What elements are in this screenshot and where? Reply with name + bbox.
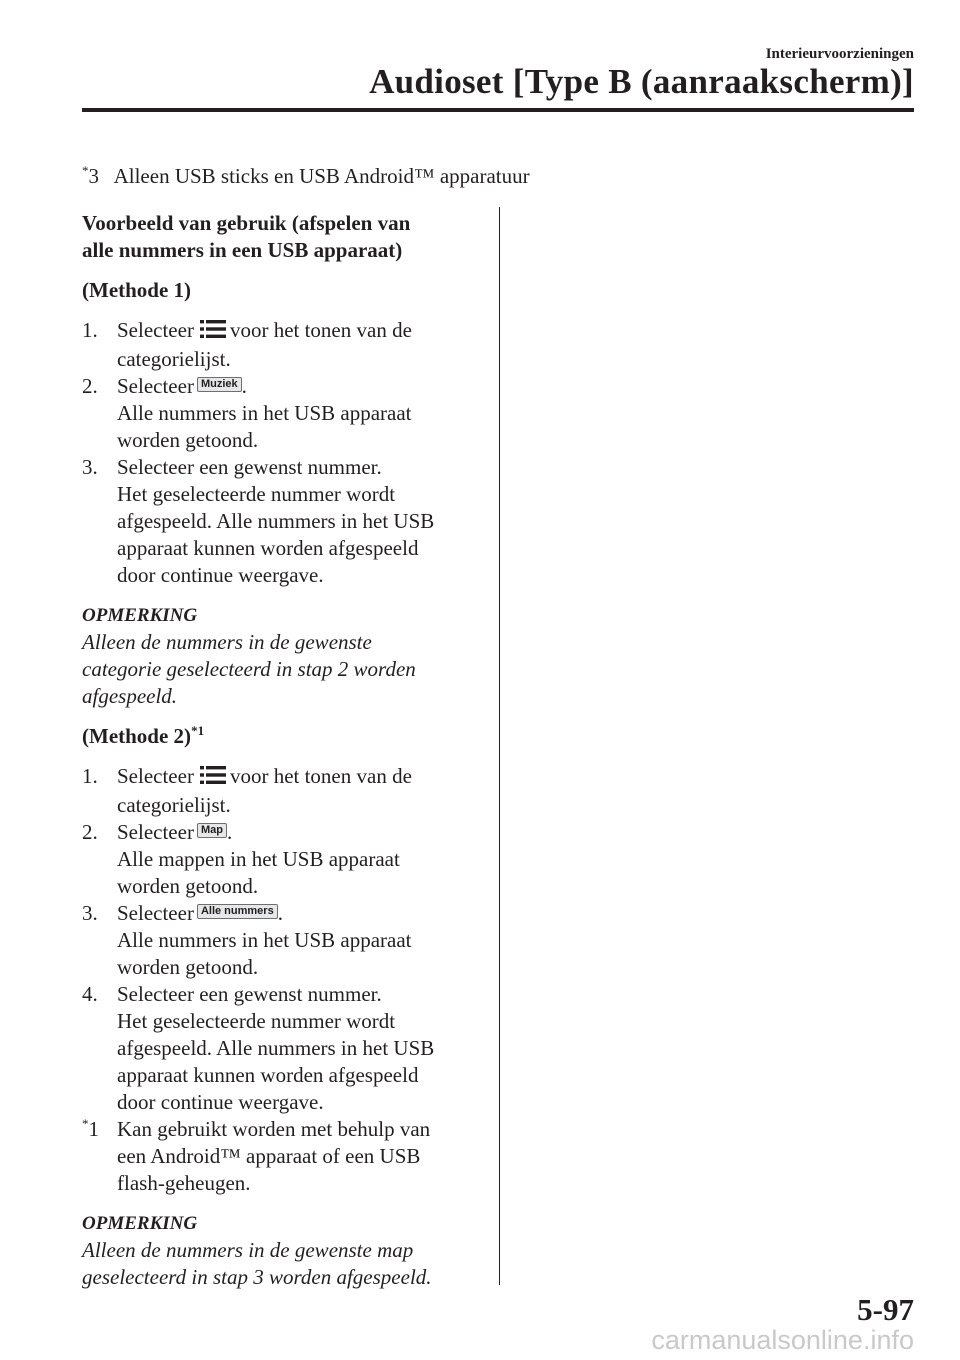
header-rule — [82, 108, 914, 112]
method1-step-3: 3. Selecteer een gewenst nummer. Het geselecteerde nummer wordt afgespeeld. Alle nummers in het USB apparaat kunnen worden afgespeeld door continue weergave. — [82, 455, 435, 587]
method2-heading: (Methode 2)$^{*1}$ — [82, 723, 205, 748]
muziek-button: Muziek — [197, 377, 242, 392]
method2-step-1: 1. Selecteer voor het tonen van de categorielijst. — [82, 764, 412, 817]
footnote-text: Alleen USB sticks en USB Android™ apparatuur — [113, 164, 530, 188]
header-section: Interieurvoorzieningen — [765, 46, 914, 62]
example-heading: Voorbeeld van gebruik (afspelen van alle nummers in een USB apparaat) — [82, 211, 411, 262]
footnote-number: 3 — [88, 164, 99, 188]
list-icon — [199, 765, 227, 792]
note2-heading: OPMERKING — [82, 1213, 198, 1234]
method1-step-2: 2. Selecteer Muziek . Alle nummers in het USB apparaat worden getoond. — [82, 374, 412, 452]
footnote-top — [82, 164, 530, 189]
method2-footnote-mark: *1 — [191, 723, 205, 738]
list-icon — [199, 319, 227, 346]
footnote-1: *1 Kan gebruikt worden met behulp van een Android™ apparaat of een USB flash-geheugen. — [82, 1116, 431, 1195]
footnote-mark: * — [82, 163, 89, 178]
method2-step-2: 2. Selecteer Map . Alle mappen in het USB apparaat worden getoond. — [82, 820, 400, 898]
watermark: carmanualsonline.info — [651, 1325, 914, 1355]
method1-step-1: 1. Selecteer voor het tonen van de categorielijst. — [82, 318, 412, 371]
method2-step-3: 3. Selecteer Alle nummers . Alle nummers in het USB apparaat worden getoond. — [82, 901, 412, 979]
alle-nummers-button: Alle nummers — [197, 904, 278, 919]
footnote-1-number: 1 — [88, 1117, 99, 1141]
method2-step-4: 4. Selecteer een gewenst nummer. Het geselecteerde nummer wordt afgespeeld. Alle nummers in het USB apparaat kunnen worden afgespeeld door continue weergave. — [82, 982, 435, 1114]
page-number: 5-97 — [857, 1292, 914, 1327]
left-column — [82, 210, 487, 1291]
note1-heading: OPMERKING — [82, 605, 198, 626]
map-button: Map — [197, 823, 227, 838]
column-divider — [499, 207, 500, 1285]
header-title: Audioset [Type B (aanraakscherm)] — [369, 62, 914, 101]
footnote-1-mark: * — [82, 1116, 89, 1131]
note2-text: Alleen de nummers in de gewenste map geselecteerd in stap 3 worden afgespeeld. — [82, 1238, 432, 1289]
note1-text: Alleen de nummers in de gewenste categorie geselecteerd in stap 2 worden afgespeeld. — [82, 630, 416, 708]
method1-heading: (Methode 1) — [82, 278, 192, 302]
